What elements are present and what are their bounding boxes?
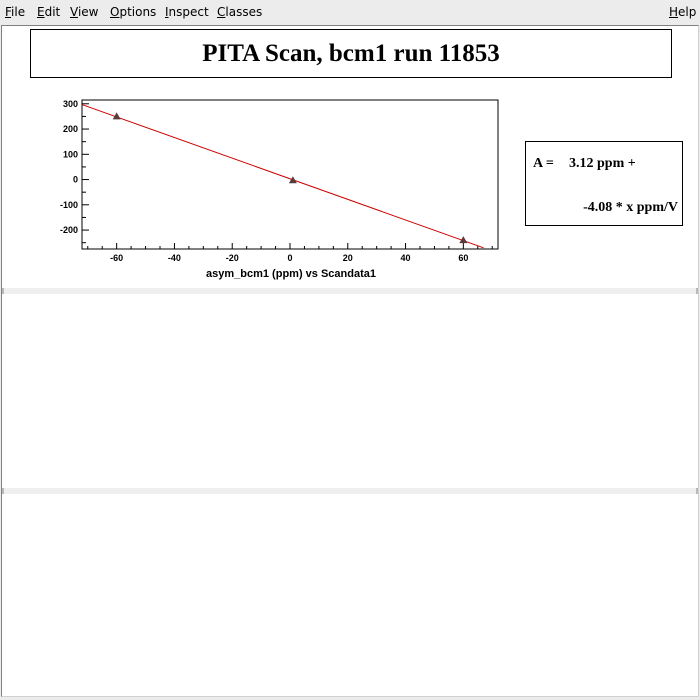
fit-slope: -4.08 * x ppm/V (583, 200, 678, 215)
y-tick-label: 0 (72, 174, 78, 185)
y-tick-label: -100 (59, 199, 78, 210)
x-tick-label: 60 (458, 253, 469, 263)
root-canvas[interactable] (1, 25, 699, 697)
menu-file[interactable]: File (5, 5, 26, 19)
menu-edit[interactable]: Edit (37, 5, 61, 19)
plot-pad-3[interactable] (2, 494, 698, 694)
x-axis-label: asym_bcm1 (ppm) vs Scandata1 (206, 268, 376, 280)
x-tick-label: 20 (342, 253, 353, 263)
plot-frame (82, 100, 498, 249)
plot-pad-1[interactable] (2, 26, 698, 286)
fit-result-box (525, 141, 683, 226)
x-tick-label: -60 (110, 253, 124, 263)
x-tick-label: 0 (287, 253, 293, 263)
menu-view[interactable]: View (70, 5, 99, 19)
menu-options[interactable]: Options (110, 5, 157, 19)
y-tick-label: -200 (59, 225, 78, 236)
y-tick-label: 300 (62, 98, 78, 109)
canvas-title: PITA Scan, bcm1 run 11853 (30, 29, 672, 78)
y-tick-label: 200 (62, 124, 78, 135)
menu-classes[interactable]: Classes (217, 5, 263, 19)
x-tick-label: -40 (167, 253, 181, 263)
fit-label: A = (533, 156, 554, 171)
menu-inspect[interactable]: Inspect (165, 5, 209, 19)
y-tick-label: 100 (62, 149, 78, 160)
menu-bar (0, 0, 700, 24)
x-tick-label: 40 (400, 253, 411, 263)
plot-pad-2[interactable] (2, 294, 698, 488)
x-tick-label: -20 (225, 253, 239, 263)
fit-offset: 3.12 ppm + (569, 156, 636, 171)
menu-help[interactable]: Help (669, 5, 697, 19)
